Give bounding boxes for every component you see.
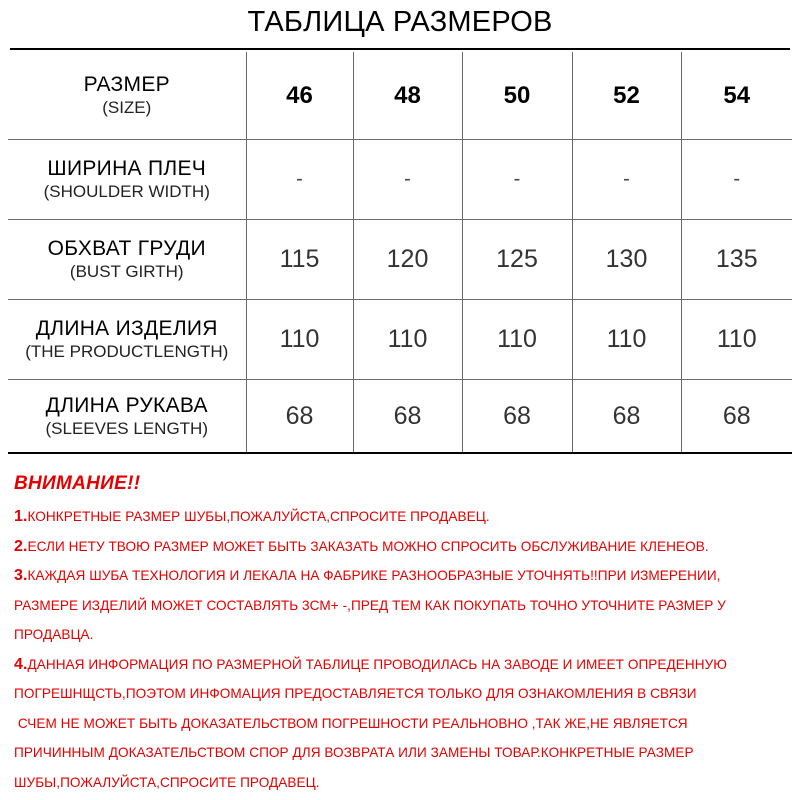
value-cell [353, 380, 462, 454]
notice-line: ПРОДАВЦА. [14, 627, 94, 642]
measurement-value: 110 [716, 325, 757, 353]
measurement-value: 68 [612, 401, 641, 430]
measurement-value: - [733, 168, 741, 190]
row-label-cell [8, 140, 246, 220]
value-cell [246, 300, 353, 380]
value-cell [572, 300, 681, 380]
value-cell [681, 380, 792, 454]
measurement-value: - [296, 168, 303, 190]
measurement-value: 110 [606, 325, 647, 353]
value-cell [353, 300, 462, 380]
notice-item-1 [14, 502, 794, 532]
notice-text: КОНКРЕТНЫЕ РАЗМЕР ШУБЫ,ПОЖАЛУЙСТА,СПРОСИТЕ ПРОДАВЕЦ. [27, 509, 490, 524]
notice-text: ДАННАЯ ИНФОРМАЦИЯ ПО РАЗМЕРНОЙ ТАБЛИЦЕ ПРОВОДИЛАСЬ НА ЗАВОДЕ И ИМЕЕТ ОПРЕДЕННУЮ [27, 656, 728, 672]
notice-line [14, 561, 794, 591]
measurement-value: 135 [715, 245, 758, 273]
measurement-value: - [404, 168, 411, 190]
row-label-cell [8, 220, 246, 300]
notice-line [14, 532, 794, 562]
measurement-value: 68 [285, 401, 314, 430]
row-sublabel: (SHOULDER WIDTH) [43, 182, 210, 201]
notice-number: 2. [14, 537, 28, 555]
notice-item-2 [14, 532, 794, 562]
row-label: ДЛИНА ИЗДЕЛИЯ [35, 317, 218, 340]
notice-section [14, 470, 794, 797]
row-label-cell [8, 300, 246, 380]
notice-text: ЕСЛИ НЕТУ ТВОЮ РАЗМЕР МОЖЕТ БЫТЬ ЗАКАЗАТЬ МОЖНО СПРОСИТЬ ОБСЛУЖИВАНИЕ КЛЕНЕОВ. [27, 538, 709, 554]
size-cell [572, 52, 681, 140]
table-row-sleeve-length [8, 380, 792, 454]
size-value: 48 [394, 81, 421, 109]
table-row-product-length [8, 300, 792, 380]
notice-number: 3. [14, 567, 28, 584]
value-cell [681, 140, 792, 220]
row-label: РАЗМЕР [83, 73, 170, 96]
value-cell [353, 220, 462, 300]
row-label-cell [8, 52, 246, 140]
row-sublabel: (THE PRODUCTLENGTH) [25, 342, 229, 361]
notice-line: СЧЕМ НЕ МОЖЕТ БЫТЬ ДОКАЗАТЕЛЬСТВОМ ПОГРЕШНОСТИ РЕАЛЬНОВНО ,ТАК ЖЕ,НЕ ЯВЛЯЕТСЯ [14, 715, 688, 731]
measurement-value: 68 [393, 401, 422, 430]
row-label: ОБХВАТ ГРУДИ [47, 237, 206, 260]
size-value: 50 [503, 81, 531, 109]
notice-line: ПРИЧИННЫМ ДОКАЗАТЕЛЬСТВОМ СПОР ДЛЯ ВОЗВРАТА ИЛИ ЗАМЕНЫ ТОВАР.КОНКРЕТНЫЕ РАЗМЕР [14, 745, 694, 760]
value-cell [246, 140, 353, 220]
value-cell [462, 300, 572, 380]
notice-line [14, 502, 794, 532]
notice-heading: ВНИМАНИЕ!! [14, 473, 141, 494]
row-label-cell [8, 380, 246, 454]
notice-line: ШУБЫ,ПОЖАЛУЙСТА,СПРОСИТЕ ПРОДАВЕЦ. [14, 774, 320, 790]
size-cell [246, 52, 353, 140]
measurement-value: 68 [722, 401, 751, 430]
notice-line [14, 650, 794, 680]
value-cell [462, 380, 572, 454]
row-sublabel: (BUST GIRTH) [69, 262, 184, 281]
measurement-value: 110 [497, 325, 537, 353]
value-cell [681, 300, 792, 380]
size-value: 54 [723, 81, 751, 109]
value-cell [572, 140, 681, 220]
table-row-shoulder-width [8, 140, 792, 220]
size-cell [681, 52, 792, 140]
size-value: 52 [613, 81, 640, 109]
table-row-bust-girth [8, 220, 792, 300]
size-cell [353, 52, 462, 140]
notice-text: КАЖДАЯ ШУБА ТЕХНОЛОГИЯ И ЛЕКАЛА НА ФАБРИКЕ РАЗНООБРАЗНЫЕ УТОЧНЯТЬ!!ПРИ ИЗМЕРЕНИИ, [27, 568, 721, 583]
size-header-row [8, 52, 792, 140]
value-cell [353, 140, 462, 220]
value-cell [572, 220, 681, 300]
measurement-value: 120 [386, 245, 429, 273]
row-sublabel: (SLEEVES LENGTH) [45, 418, 208, 438]
row-label: ДЛИНА РУКАВА [45, 393, 208, 417]
notice-line: РАЗМЕРЕ ИЗДЕЛИЙ МОЖЕТ СОСТАВЛЯТЬ 3СМ+ -,ПРЕД ТЕМ КАК ПОКУПАТЬ ТОЧНО УТОЧНИТЕ РАЗМЕР У [14, 597, 726, 613]
size-table [8, 52, 792, 454]
notice-item-3 [14, 561, 794, 650]
value-cell [681, 220, 792, 300]
row-label: ШИРИНА ПЛЕЧ [47, 157, 207, 180]
size-value: 46 [286, 81, 313, 109]
size-cell [462, 52, 572, 140]
value-cell [246, 380, 353, 454]
measurement-value: - [623, 168, 630, 190]
value-cell [572, 380, 681, 454]
notice-item-4 [14, 650, 794, 798]
row-sublabel: (SIZE) [102, 98, 152, 117]
measurement-value: 110 [387, 325, 428, 353]
measurement-value: 115 [279, 245, 320, 273]
measurement-value: 125 [496, 245, 538, 273]
measurement-value: 130 [605, 245, 648, 273]
measurement-value: 110 [279, 325, 320, 353]
measurement-value: - [513, 168, 521, 190]
page-title: ТАБЛИЦА РАЗМЕРОВ [247, 6, 553, 38]
title-underline [10, 48, 790, 50]
value-cell [246, 220, 353, 300]
value-cell [462, 220, 572, 300]
value-cell [462, 140, 572, 220]
notice-line: ПОГРЕШНЩСТЬ,ПОЭТОМ ИНФОМАЦИЯ ПРЕДОСТАВЛЯЕТСЯ ТОЛЬКО ДЛЯ ОЗНАКОМЛЕНИЯ В СВЯЗИ [14, 686, 697, 701]
notice-number: 4. [14, 655, 28, 673]
notice-number: 1. [14, 508, 28, 525]
measurement-value: 68 [503, 401, 531, 430]
